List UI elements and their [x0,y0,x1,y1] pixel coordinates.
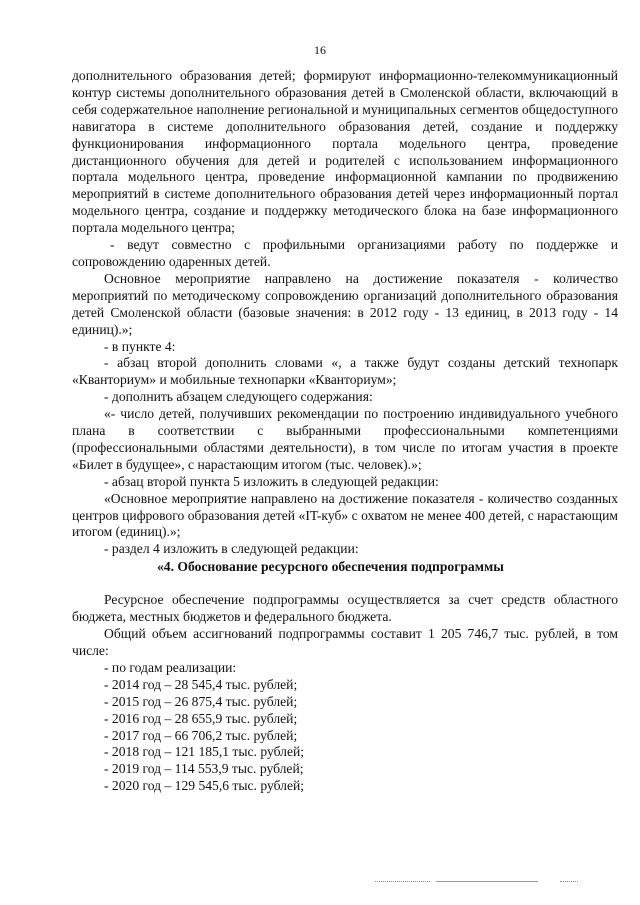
list-label-by-years: - по годам реализации: [104,659,237,675]
year-row-2016: - 2016 год – 28 655,9 тыс. рублей; [104,710,298,726]
list-item-point-5: - абзац второй пункта 5 изложить в следующей редакции: [104,473,439,489]
paragraph-gifted-children: - ведут совместно с профильными организациями работу по поддержке и сопровождению одаренных детей. [72,237,618,269]
year-row-2019: - 2019 год – 114 553,9 тыс. рублей; [104,761,304,777]
year-row-2020: - 2020 год – 129 545,6 тыс. рублей; [104,778,305,794]
section-heading: «4. Обоснование ресурсного обеспечения подпрограммы [157,559,504,575]
year-row-2015: - 2015 год – 26 875,4 тыс. рублей; [104,693,298,709]
paragraph-ticket-to-future: «- число детей, получивших рекомендации по построению индивидуального учебного плана в соответствии с выбранными профессиональными компетенциями (профессиональными областями деятельности), в том числе по итогам участия в проекте «Билет в будущее», с нарастающим итогом (тыс. человек).»; [72,406,618,472]
scan-artifact-line [436,881,538,882]
list-item-section-4: - раздел 4 изложить в следующей редакции: [104,541,359,557]
year-row-2017: - 2017 год – 66 706,2 тыс. рублей; [104,727,298,743]
scan-artifact-line [560,881,578,882]
paragraph-main-measure: Основное мероприятие направлено на достижение показателя - количество мероприятий по методическому сопровождению организаций дополнительного образования детей Смоленской области (базовые значения: в 2012 году - 13 единиц, в 2013 году - 14 единиц).»; [72,270,618,337]
list-item-add-paragraph: - дополнить абзацем следующего содержания: [104,389,373,405]
paragraph-quantorium: - абзац второй дополнить словами «, а также будут созданы детский технопарк «Кванториум» и мобильные технопарки «Кванториум»; [72,355,618,388]
list-item-point-4: - в пункте 4: [104,338,176,354]
document-body [72,68,618,795]
year-row-2018: - 2018 год – 121 185,1 тыс. рублей; [104,744,305,760]
paragraph-total-volume: Общий объем ассигнований подпрограммы составит 1 205 746,7 тыс. рублей, в том числе: [72,626,618,658]
paragraph-it-cube: «Основное мероприятие направлено на достижение показателя - количество созданных центров цифрового образования детей «IT-куб» с охватом не менее 400 детей, с нарастающим итогом (единиц).»; [72,490,618,540]
heading-spacer [72,575,618,592]
page-number: 16 [314,43,326,57]
year-row-2014: - 2014 год – 28 545,4 тыс. рублей; [104,676,298,692]
paragraph-continuation: дополнительного образования детей; формируют информационно-телекоммуникационный контур системы дополнительного образования детей в Смоленской области, включающий в себя содержательное наполнение региональной и муниципальных сегментов общедоступного навигатора в системе дополнительного образования детей, создание и поддержку функционирования информационного портала модельного центра, проведение дистанционного обучения для детей и родителей с использованием информационного портала модельного центра, проведение информационной кампании по продвижению мероприятий в системе дополнительного образования детей через информационный портал модельного центра, создание и поддержку методического блока на базе информационного портала модельного центра; [72,68,618,236]
paragraph-resource-support: Ресурсное обеспечение подпрограммы осуществляется за счет средств областного бюджета, местных бюджетов и федерального бюджета. [72,592,618,625]
scan-artifact-line [375,881,430,882]
